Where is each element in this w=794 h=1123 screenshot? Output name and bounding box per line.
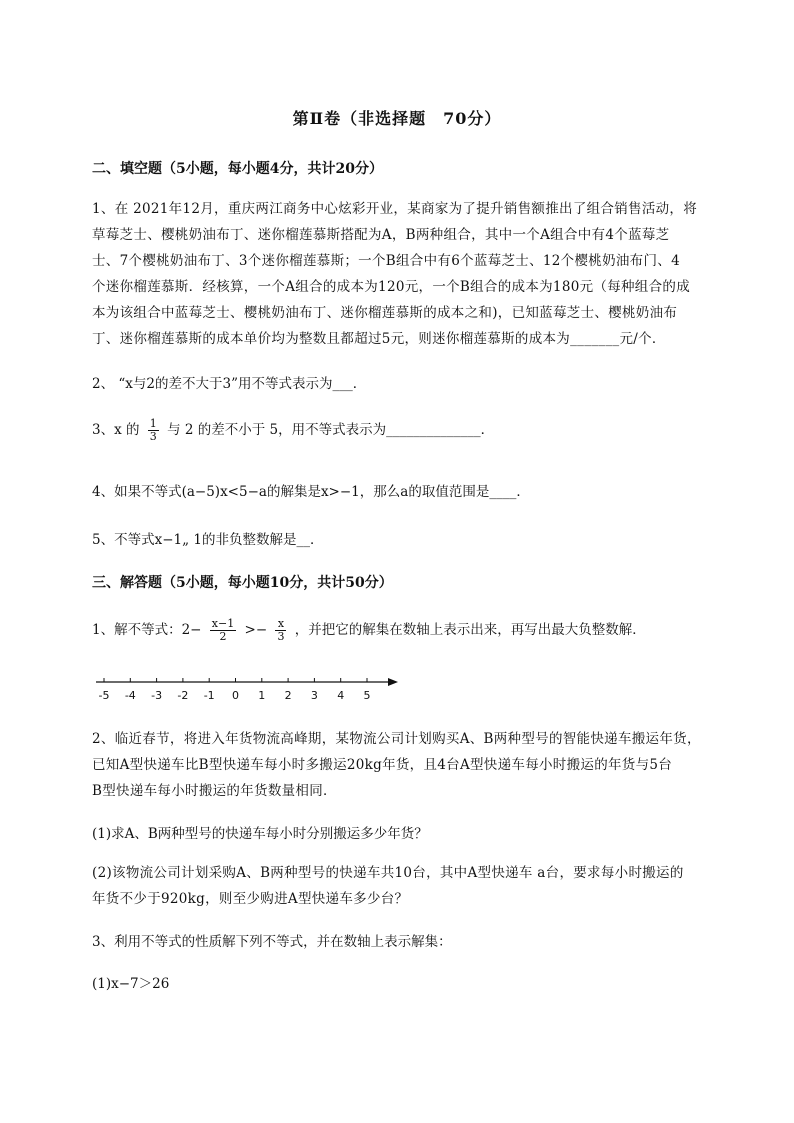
number-line-tick-label: 1 xyxy=(258,689,266,702)
question-2-5: 5、不等式x−1„ 1的非负整数解是__． xyxy=(92,532,324,548)
arrow-right-icon xyxy=(388,678,398,686)
number-line-tick-label: -1 xyxy=(203,689,215,702)
fraction-numerator: x xyxy=(275,618,286,631)
question-line: 丁、迷你榴莲慕斯的成本单价均为整数且都超过5元，则迷你榴莲慕斯的成本为_______元/个． xyxy=(92,331,666,347)
question-line: 个迷你榴莲慕斯．经核算，一个A组合的成本为120元，一个B组合的成本为180元（每种组合的成 xyxy=(92,279,691,295)
question-text: 3、x 的 xyxy=(92,422,140,438)
inequality-sign: >− xyxy=(244,622,268,638)
question-2-3 xyxy=(92,418,752,443)
section-3-heading: 三、解答题（5小题，每小题10分，共计50分） xyxy=(92,575,393,591)
question-text: 与 2 的差不小于 5，用不等式表示为______________． xyxy=(167,422,495,438)
number-line-tick-label: 4 xyxy=(337,689,345,702)
number-line-tick-label: 5 xyxy=(363,689,371,702)
number-line-svg xyxy=(92,672,412,706)
fraction-denominator: 2 xyxy=(219,630,227,643)
question-line: 士、7个樱桃奶油布丁、3个迷你榴莲慕斯；一个B组合中有6个蓝莓芝士、12个樱桃奶油布门、4 xyxy=(92,253,680,269)
number-line-tick-label: -3 xyxy=(151,689,163,702)
question-2-4: 4、如果不等式(a−5)x<5−a的解集是x>−1，那么a的取值范围是____． xyxy=(92,484,530,500)
number-line-tick-label: 3 xyxy=(310,689,318,702)
fraction-denominator: 3 xyxy=(277,630,285,643)
question-text: 1、解不等式：2− xyxy=(92,622,202,638)
fraction-numerator: x−1 xyxy=(211,617,235,630)
question-3-2-part1: (1)求A、B两种型号的快递车每小时分别搬运多少年货？ xyxy=(92,826,428,842)
fraction-one-third xyxy=(148,418,159,443)
page-title: 第Ⅱ卷（非选择题 70分） xyxy=(292,109,502,128)
question-3-3: 3、利用不等式的性质解下列不等式，并在数轴上表示解集： xyxy=(92,934,452,950)
question-line: 草莓芝士、樱桃奶油布丁、迷你榴莲慕斯搭配为A，B两种组合，其中一个A组合中有4个蓝莓芝 xyxy=(92,227,670,243)
number-line-tick-label: -4 xyxy=(124,689,136,702)
question-line: 年货不少于920kg，则至少购进A型快递车多少台？ xyxy=(92,891,409,907)
question-3-2-part2 xyxy=(92,860,742,912)
question-3-2 xyxy=(92,726,742,804)
question-text: ，并把它的解集在数轴上表示出来，再写出最大负整数解． xyxy=(294,622,646,638)
question-line: 已知A型快递车比B型快递车每小时多搬运20kg年货，且4台A型快递车每小时搬运的年货与5台 xyxy=(92,757,673,773)
question-3-1 xyxy=(92,618,752,643)
fraction-numerator: 1 xyxy=(149,417,157,430)
fraction-x-over-3 xyxy=(275,618,286,643)
number-line-tick-label: -5 xyxy=(98,689,110,702)
fraction-denominator: 3 xyxy=(149,430,157,443)
number-line-tick-label: 2 xyxy=(284,689,292,702)
question-line: B型快递车每小时搬运的年货数量相同． xyxy=(92,783,337,799)
question-line: 本为该组合中蓝莓芝士、樱桃奶油布丁、迷你榴莲慕斯的成本之和)，已知蓝莓芝士、樱桃奶油布 xyxy=(92,305,678,321)
question-line: 1、在 2021年12月，重庆两江商务中心炫彩开业，某商家为了提升销售额推出了组合销售活动，将 xyxy=(92,201,698,217)
number-line xyxy=(92,672,412,706)
question-2-2: 2、 “x与2的差不大于3”用不等式表示为___． xyxy=(92,376,367,392)
question-line: 2、临近春节，将进入年货物流高峰期，某物流公司计划购买A、B两种型号的智能快递车搬运年货， xyxy=(92,731,701,747)
fraction-x-minus-1-over-2 xyxy=(210,618,236,643)
number-line-tick-label: 0 xyxy=(232,689,239,702)
number-line-tick-label: -2 xyxy=(177,689,189,702)
question-3-3-part1: (1)x−7＞26 xyxy=(92,976,170,992)
question-2-1 xyxy=(92,196,742,352)
question-line: (2)该物流公司计划采购A、B两种型号的快递车共10台，其中A型快递车 a台，要求每小时搬运的 xyxy=(92,865,684,881)
section-2-heading: 二、填空题（5小题，每小题4分，共计20分） xyxy=(92,161,383,177)
